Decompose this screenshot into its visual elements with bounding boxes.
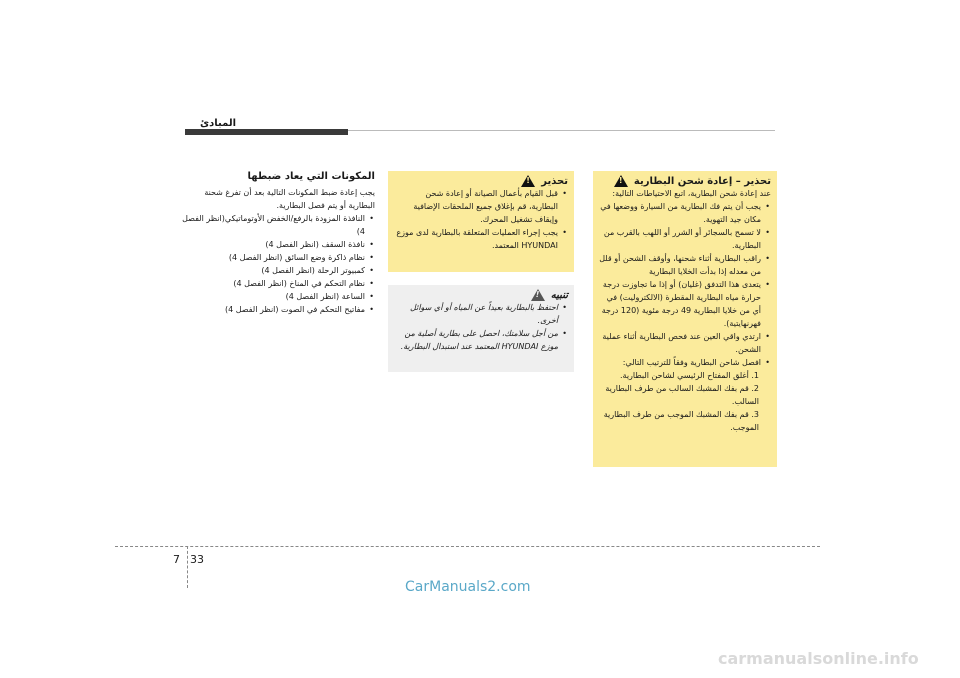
chapter-number: 7 [173,553,180,566]
reset-items-intro: يجب إعادة ضبط المكونات التالية بعد أن تفرغ شحنة البطارية أو يتم فصل البطارية. [204,188,375,210]
reset-items-section [180,171,375,316]
section-title: المبادئ [200,118,237,129]
warning-general-title: تحذير [541,175,568,187]
page-number: 33 [190,553,204,566]
list-item: • النافذة المزودة بالرفع/الخفض الأوتوماتيكي(انظر الفصل 4) [180,212,365,238]
list-item: • كمبيوتر الرحلة (انظر الفصل 4) [180,264,365,277]
header-bar [185,129,348,135]
step-item: 3. قم بفك المشبك الموجب من طرف البطارية الموجب. [603,410,759,432]
caution-icon [531,289,545,301]
warning-battery-box [593,171,777,467]
warning-battery-heading [599,175,771,187]
list-item: • راقب البطارية أثناء شحنها، وأوقف الشحن أو قلل من معدله إذا بدأت الخلايا البطارية [599,252,761,278]
step-item: 2. قم بفك المشبك السالب من طرف البطارية السالب. [605,384,759,406]
list-item: • نظام التحكم في المناخ (انظر الفصل 4) [180,277,365,290]
list-item: • من أجل سلامتك، احصل على بطارية أصلية من موزع HYUNDAI المعتمد عند استبدال البطارية. [394,327,558,353]
list-item: • يتعدى هذا التدفق (غليان) أو إذا ما تجاوزت درجة حرارة مياه البطارية المقطرة (الالكتروليت) في أي من خلايا البطارية 49 درجة مئوية (120 درجة فهرنهايتية). [599,278,761,330]
list-item: • ارتدي واقي العين عند فحص البطارية أثناء عملية الشحن. [599,330,761,356]
list-item: • يجب إجراء العمليات المتعلقة بالبطارية لدى موزع HYUNDAI المعتمد. [394,226,558,252]
step-item: 1. أغلق المفتاح الرئيسي لشاحن البطارية. [620,371,759,380]
list-item: • الساعة (انظر الفصل 4) [180,290,365,303]
list-item: • قبل القيام بأعمال الصيانة أو إعادة شحن البطارية، قم بإغلاق جميع الملحقات الإضافية وإيقاف تشغيل المحرك. [394,187,558,226]
warning-general-heading [394,175,568,187]
list-item: • لا تسمح بالسجائر أو الشرر أو اللهب بالقرب من البطارية. [599,226,761,252]
notice-title: تنبيه [550,289,568,301]
notice-box [388,285,574,372]
list-item: • افصل شاحن البطارية وفقاً للترتيب التالي: [599,356,761,369]
warning-icon [614,175,628,187]
warning-general-box [388,171,574,272]
notice-heading [394,289,568,301]
warning-battery-title: تحذير – إعادة شحن البطارية [633,175,771,187]
site-watermark: carmanualsonline.info [718,649,919,668]
warning-icon [521,175,535,187]
list-item: • نظام ذاكرة وضع السائق (انظر الفصل 4) [180,251,365,264]
footer-divider [187,546,188,588]
footer-rule [115,546,820,547]
watermark: CarManuals2.com [405,579,531,595]
list-item: • احتفظ بالبطارية بعيداً عن المياه أو أي سوائل أخرى. [394,301,558,327]
list-item: • نافذة السقف (انظر الفصل 4) [180,238,365,251]
list-item: • يجب أن يتم فك البطارية من السيارة ووضعها في مكان جيد التهوية. [599,200,761,226]
reset-items-title: المكونات التي يعاد ضبطها [247,171,375,182]
list-item: • مفاتيح التحكم في الصوت (انظر الفصل 4) [180,303,365,316]
warning-battery-intro: عند إعادة شحن البطارية، اتبع الاحتياطات التالية: [612,189,771,198]
